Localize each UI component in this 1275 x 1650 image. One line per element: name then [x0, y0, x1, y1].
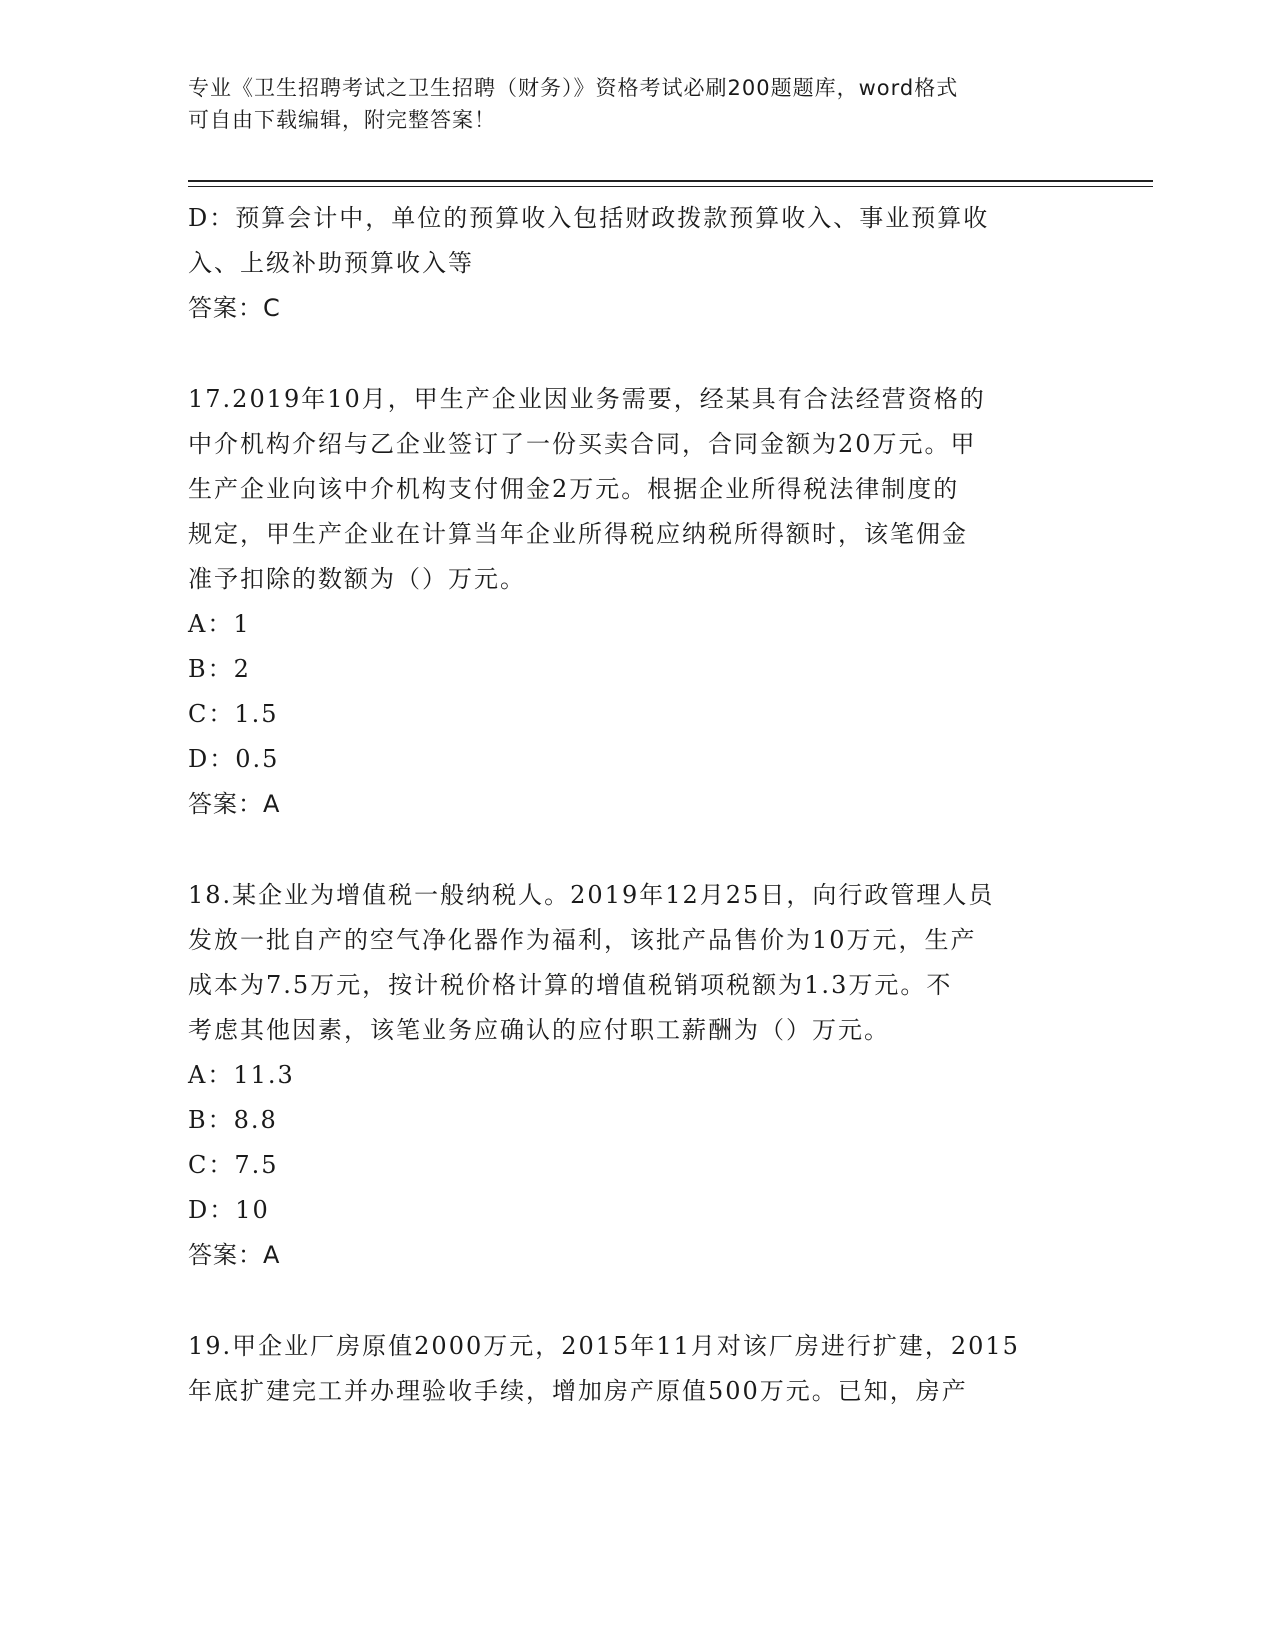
option-b: B：8.8: [188, 1106, 278, 1134]
option-a: A：1: [188, 610, 251, 638]
answer-label: 答案：A: [188, 1241, 281, 1269]
option-d: D：0.5: [188, 745, 280, 773]
question-stem-line: 中介机构介绍与乙企业签订了一份买卖合同，合同金额为20万元。甲: [188, 430, 977, 458]
question-18: [188, 873, 1088, 1278]
spacer: [188, 331, 1088, 377]
question-stem-line: 发放一批自产的空气净化器作为福利，该批产品售价为10万元，生产: [188, 926, 977, 954]
question-content: [188, 196, 1088, 1414]
header-rule-thin: [188, 186, 1153, 187]
question-stem-line: 成本为7.5万元，按计税价格计算的增值税销项税额为1.3万元。不: [188, 971, 953, 999]
question-16-tail: [188, 196, 1088, 331]
header-rule-thick: [188, 180, 1153, 182]
question-stem-line: 考虑其他因素，该笔业务应确认的应付职工薪酬为（）万元。: [188, 1016, 890, 1044]
question-stem-line: 17.2019年10月，甲生产企业因业务需要，经某具有合法经营资格的: [188, 385, 986, 413]
question-19: [188, 1324, 1088, 1414]
option-c: C：7.5: [188, 1151, 279, 1179]
option-c: C：1.5: [188, 700, 279, 728]
answer-label: 答案：C: [188, 294, 281, 322]
question-17: [188, 377, 1088, 827]
spacer: [188, 1278, 1088, 1324]
question-stem-line: 18.某企业为增值税一般纳税人。2019年12月25日，向行政管理人员: [188, 881, 995, 909]
option-d: D：10: [188, 1196, 270, 1224]
option-b: B：2: [188, 655, 251, 683]
question-stem-line: 生产企业向该中介机构支付佣金2万元。根据企业所得税法律制度的: [188, 475, 960, 503]
header-line-2: 可自由下载编辑，附完整答案！: [188, 108, 496, 132]
header-line-1: 专业《卫生招聘考试之卫生招聘（财务）》资格考试必刷200题题库，word格式: [188, 76, 959, 100]
question-stem-line: 19.甲企业厂房原值2000万元，2015年11月对该厂房进行扩建，2015: [188, 1332, 1020, 1360]
option-d-line: 入、上级补助预算收入等: [188, 249, 474, 277]
question-stem-line: 准予扣除的数额为（）万元。: [188, 565, 526, 593]
question-stem-line: 规定，甲生产企业在计算当年企业所得税应纳税所得额时，该笔佣金: [188, 520, 968, 548]
spacer: [188, 827, 1088, 873]
document-header: [188, 72, 1068, 136]
answer-label: 答案：A: [188, 790, 281, 818]
question-stem-line: 年底扩建完工并办理验收手续，增加房产原值500万元。已知，房产: [188, 1377, 968, 1405]
option-d-line: D：预算会计中，单位的预算收入包括财政拨款预算收入、事业预算收: [188, 204, 990, 232]
option-a: A：11.3: [188, 1061, 295, 1089]
